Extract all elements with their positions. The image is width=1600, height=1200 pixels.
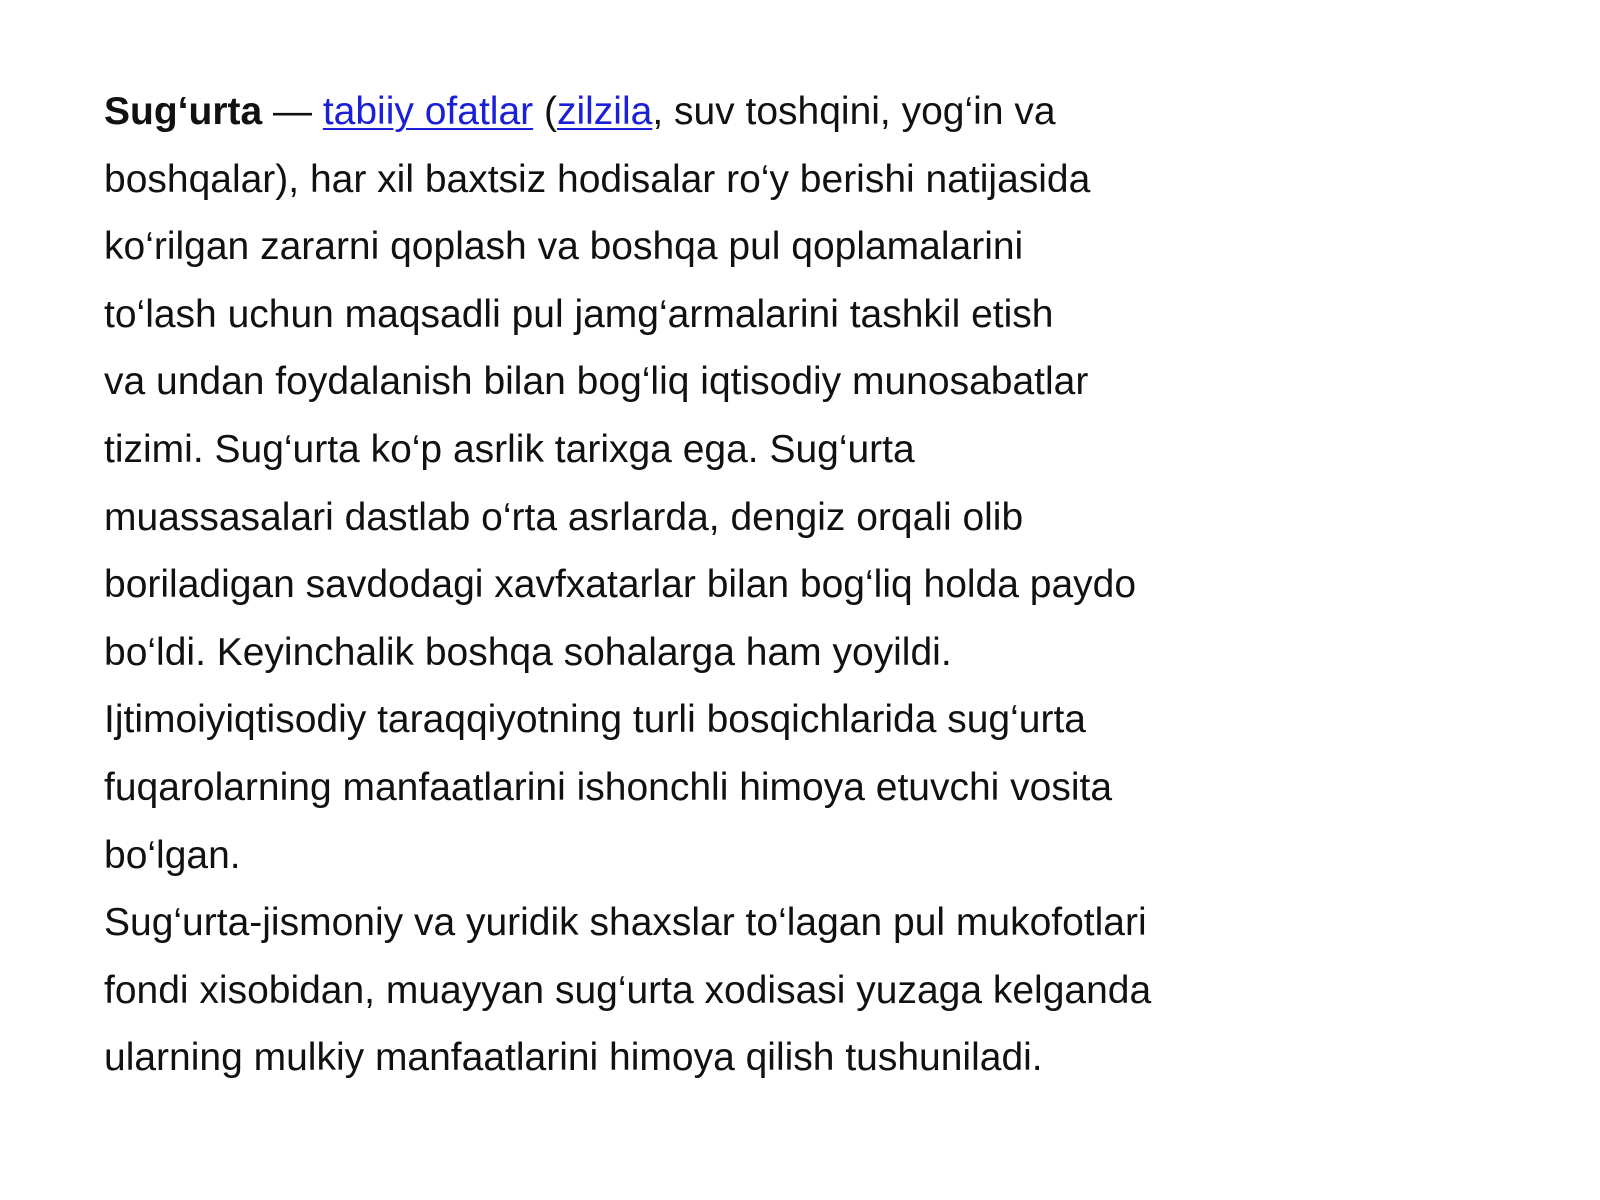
line-1-rest: , suv toshqini, yog‘in va [652,90,1056,133]
paragraph-1-line: bo‘ldi. Keyinchalik boshqa sohalarga ham yoyildi. [104,630,952,674]
em-dash: — [262,90,323,133]
paragraph-1-line: Ijtimoiyiqtisodiy taraqqiyotning turli bosqichlarida sug‘urta [104,698,1086,742]
paragraph-1-line: boriladigan savdodagi xavfxatarlar bilan bog‘liq holda paydo [104,563,1137,607]
paragraph-1-line: bo‘lgan. [104,833,241,877]
paragraph-1-line: boshqalar), har xil baxtsiz hodisalar ro‘y berishi natijasida [104,157,1091,201]
paragraph-2-line: fondi xisobidan, muayyan sug‘urta xodisasi yuzaga kelganda [104,968,1152,1012]
paragraph-1-line: muassasalari dastlab o‘rta asrlarda, dengiz orqali olib [104,495,1024,539]
article-body [104,78,1224,1092]
open-paren: ( [533,90,557,133]
paragraph-1-line: fuqarolarning manfaatlarini ishonchli himoya etuvchi vosita [104,765,1113,809]
paragraph-2-line: Sug‘urta-jismoniy va yuridik shaxslar to‘lagan pul mukofotlari [104,901,1147,945]
paragraph-2-line: ularning mulkiy manfaatlarini himoya qilish tushuniladi. [104,1036,1043,1080]
paragraph-1-line: ko‘rilgan zararni qoplash va boshqa pul qoplamalarini [104,225,1024,269]
link-zilzila[interactable]: zilzila [556,90,653,133]
paragraph-1-line: va undan foydalanish bilan bog‘liq iqtisodiy munosabatlar [104,360,1089,404]
paragraph-1-line: tizimi. Sug‘urta ko‘p asrlik tarixga ega. Sug‘urta [104,427,915,471]
paragraph-1-line-1 [104,78,1224,146]
term-heading: Sug‘urta [104,90,263,133]
paragraph-1-line: to‘lash uchun maqsadli pul jamg‘armalarini tashkil etish [104,292,1054,336]
link-tabiiy-ofatlar[interactable]: tabiiy ofatlar [322,90,534,133]
